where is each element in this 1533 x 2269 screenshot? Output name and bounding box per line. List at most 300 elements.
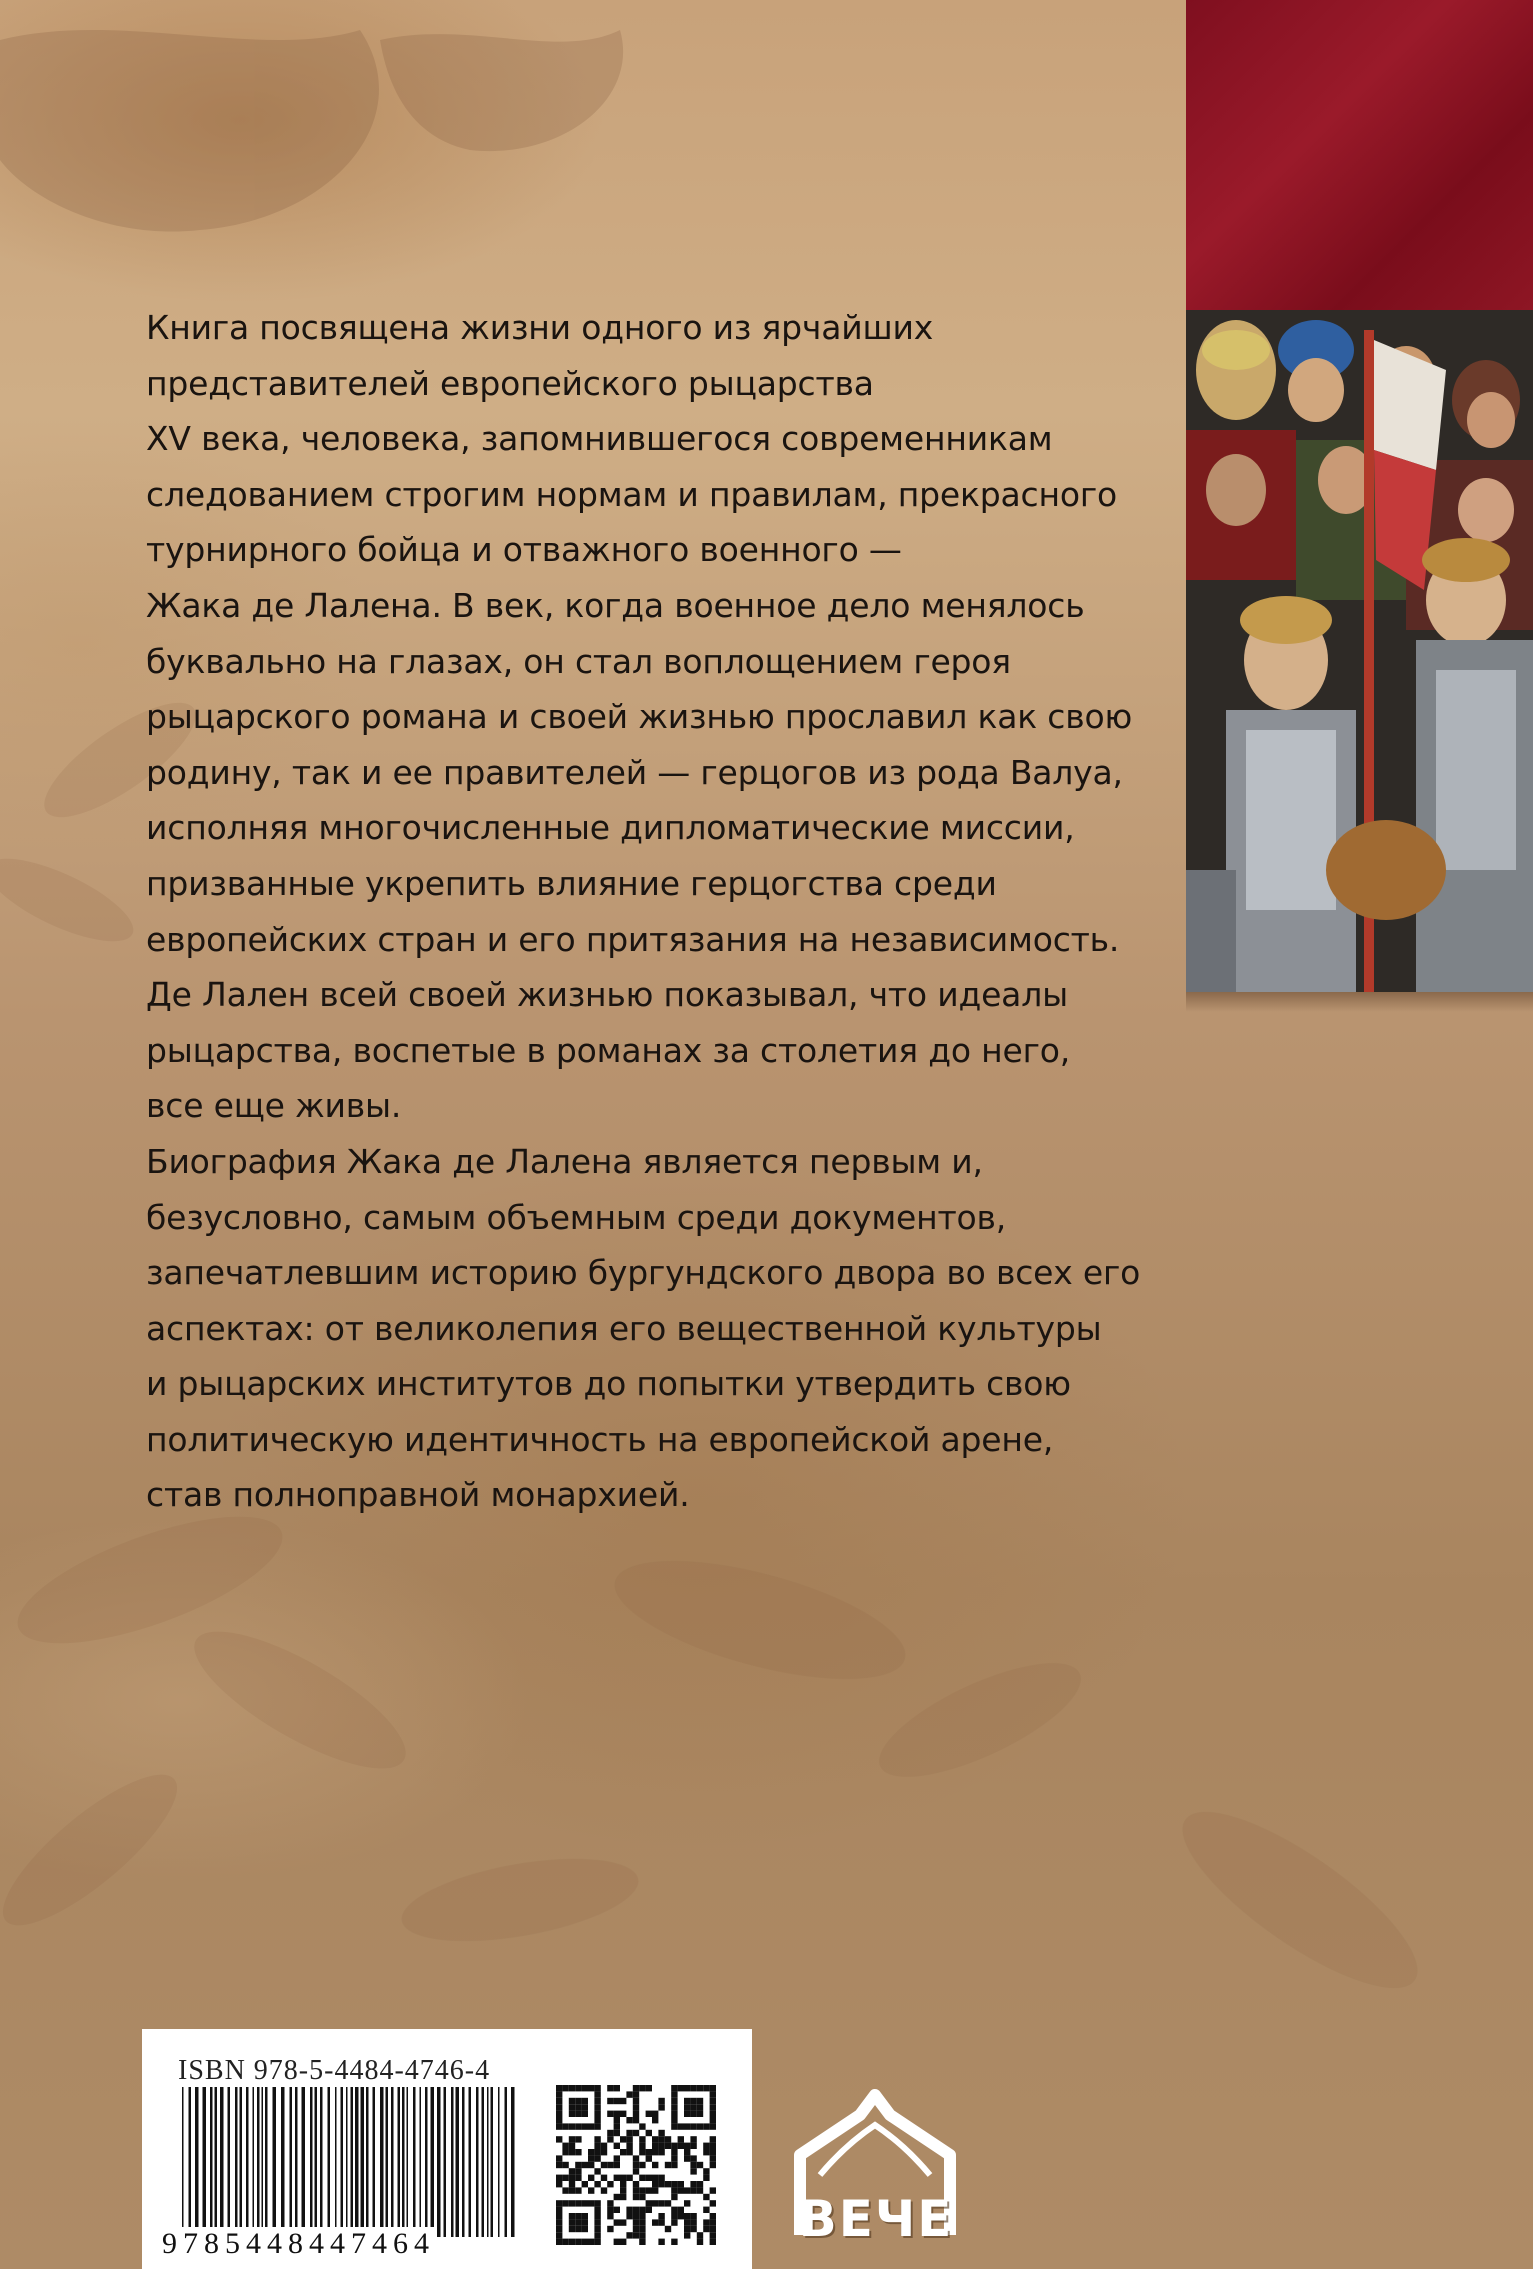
qr-module xyxy=(671,2181,677,2187)
barcode-bar xyxy=(398,2087,401,2237)
barcode-bar xyxy=(302,2087,306,2237)
qr-module xyxy=(684,2111,690,2117)
qr-module xyxy=(665,2136,671,2142)
qr-module xyxy=(594,2136,600,2142)
qr-module xyxy=(690,2155,696,2161)
qr-module xyxy=(582,2219,588,2225)
qr-module xyxy=(684,2104,690,2110)
qr-module xyxy=(658,2104,664,2110)
qr-module xyxy=(556,2091,562,2097)
qr-module xyxy=(569,2168,575,2174)
barcode-bar xyxy=(235,2087,238,2237)
barcode-bar xyxy=(203,2087,207,2237)
qr-module xyxy=(697,2181,703,2187)
qr-module xyxy=(575,2213,581,2219)
qr-module xyxy=(671,2162,677,2168)
qr-module xyxy=(614,2143,620,2149)
qr-module xyxy=(690,2187,696,2193)
qr-module xyxy=(594,2232,600,2238)
qr-module xyxy=(646,2130,652,2136)
qr-module xyxy=(710,2149,716,2155)
qr-module xyxy=(652,2117,658,2123)
qr-module xyxy=(710,2232,716,2238)
barcode-bar xyxy=(366,2087,369,2237)
qr-module xyxy=(646,2085,652,2091)
qr-module xyxy=(678,2143,684,2149)
qr-module xyxy=(562,2187,568,2193)
qr-module xyxy=(626,2207,632,2213)
qr-module xyxy=(556,2111,562,2117)
qr-module xyxy=(582,2085,588,2091)
qr-module xyxy=(684,2085,690,2091)
qr-module xyxy=(575,2149,581,2155)
qr-module xyxy=(639,2136,645,2142)
qr-module xyxy=(710,2162,716,2168)
blurb-line: и рыцарских институтов до попытки утвердить свою xyxy=(146,1364,1071,1404)
qr-module xyxy=(690,2181,696,2187)
qr-module xyxy=(710,2200,716,2206)
qr-module xyxy=(594,2213,600,2219)
qr-module xyxy=(569,2085,575,2091)
qr-module xyxy=(614,2219,620,2225)
qr-module xyxy=(710,2187,716,2193)
qr-module xyxy=(614,2207,620,2213)
qr-module xyxy=(684,2098,690,2104)
qr-module xyxy=(594,2200,600,2206)
qr-module xyxy=(671,2143,677,2149)
qr-module xyxy=(575,2098,581,2104)
qr-module xyxy=(614,2162,620,2168)
blurb-line: призванные укрепить влияние герцогства среди xyxy=(146,863,997,903)
blurb-line: рыцарства, воспетые в романах за столетия до него, xyxy=(146,1030,1071,1070)
qr-module xyxy=(569,2181,575,2187)
qr-module xyxy=(652,2136,658,2142)
qr-module xyxy=(652,2200,658,2206)
qr-module xyxy=(569,2239,575,2245)
qr-module xyxy=(556,2213,562,2219)
qr-module xyxy=(556,2232,562,2238)
blurb-line: аспектах: от великолепия его вещественной культуры xyxy=(146,1308,1102,1348)
qr-module xyxy=(684,2232,690,2238)
qr-module xyxy=(633,2213,639,2219)
qr-module xyxy=(588,2155,594,2161)
qr-module xyxy=(639,2162,645,2168)
qr-module xyxy=(607,2200,613,2206)
qr-module xyxy=(646,2187,652,2193)
qr-module xyxy=(607,2136,613,2142)
qr-module xyxy=(690,2219,696,2225)
qr-module xyxy=(633,2085,639,2091)
qr-module xyxy=(639,2219,645,2225)
barcode-bar xyxy=(315,2087,318,2237)
qr-module xyxy=(697,2104,703,2110)
qr-module xyxy=(614,2111,620,2117)
qr-module xyxy=(588,2175,594,2181)
barcode-bar xyxy=(373,2087,376,2237)
qr-module xyxy=(703,2168,709,2174)
barcode-bar xyxy=(220,2087,224,2237)
qr-module xyxy=(582,2123,588,2129)
qr-module xyxy=(710,2143,716,2149)
qr-module xyxy=(620,2149,626,2155)
qr-module xyxy=(594,2111,600,2117)
qr-module xyxy=(614,2130,620,2136)
qr-module xyxy=(607,2098,613,2104)
qr-module xyxy=(594,2091,600,2097)
qr-module xyxy=(671,2098,677,2104)
qr-module xyxy=(684,2226,690,2232)
barcode-bar xyxy=(189,2087,192,2237)
qr-module xyxy=(633,2181,639,2187)
qr-module xyxy=(684,2219,690,2225)
qr-module xyxy=(633,2162,639,2168)
qr-module xyxy=(607,2226,613,2232)
qr-module xyxy=(710,2136,716,2142)
qr-module xyxy=(646,2149,652,2155)
qr-module xyxy=(588,2085,594,2091)
barcode-bar xyxy=(402,2087,405,2237)
qr-module xyxy=(582,2104,588,2110)
qr-module xyxy=(665,2162,671,2168)
barcode-bar xyxy=(505,2087,508,2237)
qr-module xyxy=(690,2136,696,2142)
barcode-bar xyxy=(195,2087,199,2237)
qr-module xyxy=(639,2123,645,2129)
blurb-line: Биография Жака де Лалена является первым и, xyxy=(146,1141,983,1181)
barcode-bar xyxy=(328,2087,331,2237)
qr-module xyxy=(588,2239,594,2245)
qr-module xyxy=(639,2239,645,2245)
qr-module xyxy=(626,2213,632,2219)
qr-module xyxy=(639,2175,645,2181)
qr-module xyxy=(678,2136,684,2142)
qr-module xyxy=(620,2136,626,2142)
qr-module xyxy=(633,2117,639,2123)
qr-module xyxy=(607,2111,613,2117)
qr-module xyxy=(582,2181,588,2187)
qr-module xyxy=(703,2123,709,2129)
qr-module xyxy=(658,2200,664,2206)
qr-module xyxy=(690,2104,696,2110)
blurb-line: представителей европейского рыцарства xyxy=(146,363,874,403)
isbn-label: ISBN 978-5-4484-4746-4 xyxy=(178,2055,491,2086)
qr-module xyxy=(690,2085,696,2091)
qr-module xyxy=(620,2239,626,2245)
qr-module xyxy=(626,2149,632,2155)
qr-module xyxy=(614,2175,620,2181)
qr-module xyxy=(569,2226,575,2232)
annotation-text xyxy=(146,300,1146,1523)
qr-module xyxy=(646,2175,652,2181)
qr-module xyxy=(626,2143,632,2149)
qr-module xyxy=(626,2175,632,2181)
qr-module xyxy=(652,2219,658,2225)
blurb-line: политическую идентичность на европейской арене, xyxy=(146,1419,1054,1459)
barcode-bar xyxy=(511,2087,515,2237)
qr-module xyxy=(697,2098,703,2104)
qr-module xyxy=(684,2200,690,2206)
barcode-bar xyxy=(262,2087,264,2237)
qr-module xyxy=(710,2091,716,2097)
blurb-line: XV века, человека, запомнившегося современникам xyxy=(146,419,1053,459)
blurb-line: все еще живы. xyxy=(146,1086,402,1126)
qr-module xyxy=(690,2213,696,2219)
cover-illustration xyxy=(1186,0,1533,1000)
qr-module xyxy=(556,2207,562,2213)
qr-module xyxy=(594,2117,600,2123)
qr-module xyxy=(652,2175,658,2181)
qr-module xyxy=(575,2219,581,2225)
qr-module xyxy=(620,2111,626,2117)
qr-module xyxy=(658,2239,664,2245)
qr-module xyxy=(569,2111,575,2117)
qr-module xyxy=(575,2085,581,2091)
qr-module xyxy=(569,2149,575,2155)
qr-module xyxy=(710,2111,716,2117)
qr-module xyxy=(671,2219,677,2225)
barcode-bar xyxy=(320,2087,323,2237)
qr-module xyxy=(614,2194,620,2200)
qr-module xyxy=(575,2239,581,2245)
qr-module xyxy=(575,2162,581,2168)
qr-module xyxy=(703,2085,709,2091)
qr-module xyxy=(575,2136,581,2142)
qr-module xyxy=(671,2085,677,2091)
qr-module xyxy=(575,2187,581,2193)
blurb-line: европейских стран и его притязания на независимость. xyxy=(146,919,1120,959)
qr-module xyxy=(697,2085,703,2091)
barcode-bar xyxy=(355,2087,359,2237)
qr-module xyxy=(626,2130,632,2136)
qr-module xyxy=(658,2149,664,2155)
qr-module xyxy=(684,2149,690,2155)
qr-module xyxy=(639,2207,645,2213)
qr-module xyxy=(620,2181,626,2187)
qr-module xyxy=(658,2213,664,2219)
qr-module xyxy=(684,2155,690,2161)
qr-module xyxy=(671,2187,677,2193)
qr-module xyxy=(710,2226,716,2232)
barcode-bar xyxy=(228,2087,231,2237)
qr-module xyxy=(697,2239,703,2245)
qr-module xyxy=(710,2104,716,2110)
qr-module xyxy=(633,2098,639,2104)
qr-module xyxy=(607,2130,613,2136)
qr-module xyxy=(575,2168,581,2174)
qr-module xyxy=(562,2239,568,2245)
qr-module xyxy=(703,2207,709,2213)
qr-module xyxy=(582,2162,588,2168)
barcode-bar xyxy=(273,2087,277,2237)
qr-module xyxy=(710,2239,716,2245)
qr-module xyxy=(626,2136,632,2142)
qr-module xyxy=(601,2162,607,2168)
qr-module xyxy=(569,2213,575,2219)
qr-module xyxy=(562,2175,568,2181)
qr-module xyxy=(594,2149,600,2155)
qr-module xyxy=(588,2162,594,2168)
qr-module xyxy=(684,2187,690,2193)
barcode-bar xyxy=(310,2087,313,2237)
qr-module xyxy=(556,2098,562,2104)
qr-module xyxy=(665,2181,671,2187)
qr-module xyxy=(684,2213,690,2219)
qr-module xyxy=(575,2111,581,2117)
qr-module xyxy=(639,2143,645,2149)
qr-module xyxy=(665,2200,671,2206)
qr-module xyxy=(658,2143,664,2149)
qr-module xyxy=(678,2213,684,2219)
knights-fresco-icon xyxy=(1186,310,1533,992)
barcode-bar xyxy=(351,2087,354,2237)
qr-module xyxy=(646,2111,652,2117)
qr-module xyxy=(620,2187,626,2193)
qr-module xyxy=(684,2143,690,2149)
qr-module xyxy=(556,2123,562,2129)
barcode-bar xyxy=(246,2087,249,2237)
qr-module xyxy=(626,2117,632,2123)
qr-module xyxy=(710,2219,716,2225)
qr-module xyxy=(588,2187,594,2193)
qr-module xyxy=(575,2175,581,2181)
qr-module xyxy=(678,2181,684,2187)
qr-module xyxy=(671,2117,677,2123)
qr-module xyxy=(569,2123,575,2129)
qr-module xyxy=(639,2085,645,2091)
qr-module xyxy=(601,2143,607,2149)
qr-module xyxy=(710,2098,716,2104)
qr-module xyxy=(639,2149,645,2155)
qr-module xyxy=(678,2123,684,2129)
qr-module xyxy=(620,2219,626,2225)
qr-module xyxy=(633,2130,639,2136)
barcode-bar xyxy=(451,2087,454,2237)
blurb-line: родину, так и ее правителей — герцогов из рода Валуа, xyxy=(146,752,1123,792)
barcode-bar xyxy=(386,2087,389,2237)
qr-module xyxy=(652,2181,658,2187)
qr-module xyxy=(646,2200,652,2206)
blurb-line: турнирного бойца и отважного военного — xyxy=(146,530,902,570)
qr-module xyxy=(633,2187,639,2193)
qr-module xyxy=(614,2098,620,2104)
qr-module xyxy=(633,2111,639,2117)
qr-module xyxy=(575,2200,581,2206)
blurb-line: запечатлевшим историю бургундского двора во всех его xyxy=(146,1253,1141,1293)
qr-module xyxy=(690,2162,696,2168)
qr-module xyxy=(620,2098,626,2104)
qr-module xyxy=(556,2226,562,2232)
qr-module xyxy=(582,2111,588,2117)
qr-module xyxy=(671,2155,677,2161)
qr-module xyxy=(607,2181,613,2187)
qr-module xyxy=(594,2239,600,2245)
qr-module xyxy=(697,2232,703,2238)
barcode-bar xyxy=(240,2087,243,2237)
barcode-bar xyxy=(391,2087,394,2237)
qr-module xyxy=(658,2181,664,2187)
qr-module xyxy=(594,2155,600,2161)
barcode-bar xyxy=(341,2087,344,2237)
qr-module xyxy=(562,2123,568,2129)
qr-module xyxy=(607,2207,613,2213)
barcode-bar xyxy=(456,2087,460,2237)
qr-code-icon xyxy=(556,2085,716,2245)
qr-module xyxy=(556,2104,562,2110)
qr-module xyxy=(671,2104,677,2110)
ean-digits: 9785448447464 xyxy=(162,2227,435,2260)
qr-module xyxy=(658,2175,664,2181)
qr-module xyxy=(703,2219,709,2225)
qr-module xyxy=(678,2085,684,2091)
qr-module xyxy=(594,2226,600,2232)
qr-module xyxy=(690,2226,696,2232)
blurb-line: исполняя многочисленные дипломатические миссии, xyxy=(146,808,1075,848)
barcode-bar xyxy=(437,2087,441,2237)
barcode-bar xyxy=(380,2087,384,2237)
qr-module xyxy=(671,2091,677,2097)
qr-module xyxy=(626,2232,632,2238)
qr-module xyxy=(710,2117,716,2123)
qr-module xyxy=(614,2155,620,2161)
qr-module xyxy=(658,2136,664,2142)
qr-module xyxy=(671,2149,677,2155)
qr-module xyxy=(594,2123,600,2129)
qr-module xyxy=(633,2194,639,2200)
qr-module xyxy=(556,2239,562,2245)
qr-module xyxy=(697,2162,703,2168)
barcode-bar xyxy=(431,2087,435,2237)
qr-module xyxy=(658,2130,664,2136)
qr-module xyxy=(703,2226,709,2232)
qr-module xyxy=(710,2123,716,2129)
barcode-bar xyxy=(491,2087,494,2237)
barcode-bar xyxy=(253,2087,255,2237)
qr-module xyxy=(639,2226,645,2232)
qr-module xyxy=(633,2155,639,2161)
qr-module xyxy=(678,2207,684,2213)
publisher-name: ВЕЧЕ xyxy=(798,2190,954,2248)
blurb-line: безусловно, самым объемным среди документов, xyxy=(146,1197,1007,1237)
qr-module xyxy=(582,2213,588,2219)
qr-module xyxy=(556,2085,562,2091)
qr-module xyxy=(569,2136,575,2142)
qr-module xyxy=(703,2143,709,2149)
qr-module xyxy=(665,2143,671,2149)
qr-module xyxy=(601,2187,607,2193)
qr-module xyxy=(614,2239,620,2245)
barcode-bar xyxy=(425,2087,428,2237)
qr-module xyxy=(575,2123,581,2129)
qr-module xyxy=(594,2181,600,2187)
barcode-bar xyxy=(487,2087,489,2237)
qr-module xyxy=(639,2187,645,2193)
qr-module xyxy=(562,2200,568,2206)
qr-module xyxy=(556,2181,562,2187)
qr-module xyxy=(633,2091,639,2097)
qr-module xyxy=(594,2104,600,2110)
qr-module xyxy=(569,2187,575,2193)
qr-module xyxy=(614,2085,620,2091)
barcode-bar xyxy=(295,2087,298,2237)
qr-module xyxy=(658,2219,664,2225)
qr-module xyxy=(671,2207,677,2213)
qr-module xyxy=(569,2104,575,2110)
blurb-line: следованием строгим нормам и правилам, прекрасного xyxy=(146,474,1117,514)
qr-module xyxy=(556,2117,562,2123)
qr-module xyxy=(562,2085,568,2091)
barcode-bar xyxy=(335,2087,337,2237)
qr-module xyxy=(562,2149,568,2155)
